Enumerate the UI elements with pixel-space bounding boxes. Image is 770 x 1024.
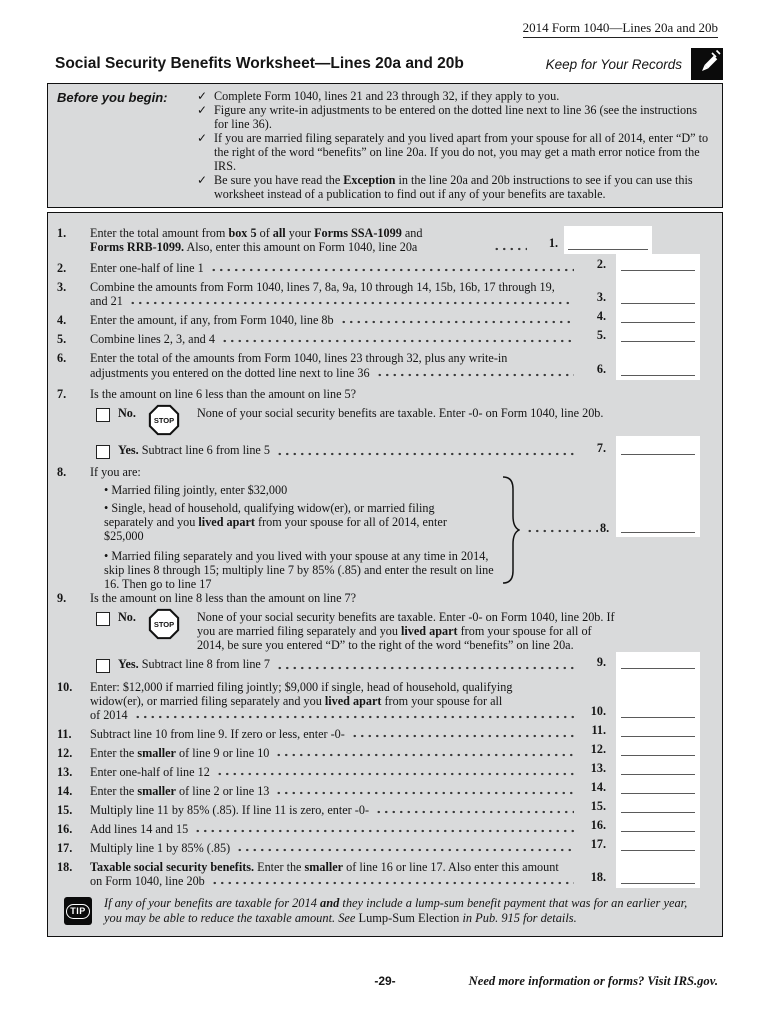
line6-entry-box[interactable]: [616, 346, 700, 379]
worksheet-row-2: 2. Enter one-half of line 1 2.: [48, 254, 722, 275]
line13-entry-box[interactable]: [616, 760, 700, 779]
page-number: -29-: [374, 974, 396, 988]
dot-leader: [134, 715, 574, 719]
line17-entry-box[interactable]: [616, 836, 700, 855]
line12-entry-box[interactable]: [616, 741, 700, 760]
tip-icon: TIP: [64, 897, 92, 925]
worksheet-row-5: 5. Combine lines 2, 3, and 4 5.: [48, 327, 722, 346]
dot-leader: [493, 247, 527, 251]
dot-leader: [216, 772, 574, 776]
line1-entry-box[interactable]: [564, 226, 652, 254]
line18-entry-box[interactable]: [616, 855, 700, 888]
line15-entry-box[interactable]: [616, 798, 700, 817]
worksheet-box: [47, 212, 723, 937]
worksheet-row-9-yes: Yes. Subtract line 8 from line 7 9.: [48, 652, 722, 673]
title-row: [55, 48, 723, 80]
dot-leader: [129, 301, 574, 305]
dot-leader: [210, 268, 574, 272]
checkmark-icon: ✓: [197, 173, 208, 188]
dot-leader: [236, 848, 574, 852]
worksheet-row-11: 11. Subtract line 10 from line 9. If zero or less, enter -0- 11.: [48, 722, 722, 741]
worksheet-row-16: 16. Add lines 14 and 15 16.: [48, 817, 722, 836]
worksheet-row-13: 13. Enter one-half of line 12 13.: [48, 760, 722, 779]
footer-info: Need more information or forms? Visit IRS.gov.: [468, 974, 718, 988]
dot-leader: [276, 452, 574, 456]
page-title: Social Security Benefits Worksheet—Lines 20a and 20b: [55, 55, 464, 72]
checkmark-icon: ✓: [197, 131, 208, 146]
worksheet-row-14: 14. Enter the smaller of line 2 or line 13 14.: [48, 779, 722, 798]
worksheet-row-12: 12. Enter the smaller of line 9 or line 10 12.: [48, 741, 722, 760]
line2-entry-box[interactable]: [616, 254, 700, 275]
svg-text:STOP: STOP: [153, 619, 175, 629]
dot-leader: [340, 320, 574, 324]
worksheet-row-7-question: 7. Is the amount on line 6 less than the amount on line 5?: [57, 386, 357, 401]
line14-entry-box[interactable]: [616, 779, 700, 798]
worksheet-row-8: 8. If you are: • Married filing jointly, enter $32,000 • Single, head of household, qualifying widow(er), or married filing separately and you lived apart from your spouse for all of 2014, enter $25,000 • Married filing separately and you lived with your spouse at any time in 2014, skip lines 8 through 15; multiply line 7 by 85% (.85) and enter the result on line 16. Then go to line 17 8.: [48, 459, 722, 591]
line10-entry-box[interactable]: [616, 673, 700, 722]
worksheet-row-9-no: No. STOP None of your social security benefits are taxable. Enter -0- on Form 1040, line 20b. If you are married filing separately and you lived apart from your spouse for all of 2014, be sure you entered “D” to the right of the word “benefits” on line 20a.: [48, 605, 722, 652]
worksheet-row-6: 6. Enter the total of the amounts from Form 1040, lines 23 through 32, plus any write-in adjustments you entered on the dotted line next to line 36 6.: [48, 346, 722, 379]
brace-icon: [500, 475, 520, 585]
dot-leader: [526, 529, 598, 533]
worksheet-row-7-yes: Yes. Subtract line 6 from line 5 7.: [48, 436, 722, 459]
stop-icon: [147, 404, 181, 436]
dot-leader: [376, 373, 574, 377]
dot-leader: [275, 753, 574, 757]
tip-text: If any of your benefits are taxable for 2014 and they include a lump-sum benefit payment that was for an earlier year, you may be able to reduce the taxable amount. See Lump-Sum Election in Pub. 915 for details.: [104, 896, 688, 925]
worksheet-row-3: 3. Combine the amounts from Form 1040, lines 7, 8a, 9a, 10 through 14, 15b, 16b, 17 through 19, and 21 3.: [48, 275, 722, 308]
line7-entry-box[interactable]: [616, 436, 700, 459]
line4-entry-box[interactable]: [616, 308, 700, 327]
content-area: [47, 83, 723, 937]
doc-reference: 2014 Form 1040—Lines 20a and 20b: [523, 20, 718, 38]
worksheet-row-7-no: No. STOP None of your social security benefits are taxable. Enter -0- on Form 1040, line 20b.: [48, 401, 722, 436]
dot-leader: [221, 339, 574, 343]
worksheet-row-17: 17. Multiply line 1 by 85% (.85) 17.: [48, 836, 722, 855]
line8-entry-box[interactable]: [616, 459, 700, 537]
keep-for-records-label: Keep for Your Records: [545, 56, 682, 72]
before-you-begin-label: Before you begin:: [57, 90, 168, 105]
line3-entry-box[interactable]: [616, 275, 700, 308]
dot-leader: [275, 791, 574, 795]
line9-entry-box[interactable]: [616, 652, 700, 673]
before-you-begin-items: [197, 89, 714, 201]
tip-row: [48, 888, 722, 936]
dot-leader: [276, 666, 574, 670]
worksheet-row-9-question: 9. Is the amount on line 8 less than the amount on line 7?: [57, 590, 357, 605]
dot-leader: [351, 734, 574, 738]
no-checkbox[interactable]: [96, 408, 110, 422]
line11-entry-box[interactable]: [616, 722, 700, 741]
worksheet-row-4: 4. Enter the amount, if any, from Form 1040, line 8b 4.: [48, 308, 722, 327]
stop-icon: [147, 608, 181, 640]
dot-leader: [194, 829, 574, 833]
no-checkbox[interactable]: [96, 612, 110, 626]
pencil-icon: [691, 48, 723, 80]
checklist-item: ✓ Complete Form 1040, lines 21 and 23 through 32, if they apply to you.: [197, 89, 560, 103]
worksheet-row-18: 18. Taxable social security benefits. Enter the smaller of line 16 or line 17. Also enter this amount on Form 1040, line 20b 18.: [48, 855, 722, 888]
yes-checkbox[interactable]: [96, 659, 110, 673]
dot-leader: [211, 881, 574, 885]
checkmark-icon: ✓: [197, 89, 208, 103]
worksheet-row-15: 15. Multiply line 11 by 85% (.85). If line 11 is zero, enter -0- 15.: [48, 798, 722, 817]
worksheet-row-10: 10. Enter: $12,000 if married filing jointly; $9,000 if single, head of household, qualifying widow(er), or married filing separately and you lived apart from your spouse for all of 2014 10.: [48, 673, 722, 722]
line16-entry-box[interactable]: [616, 817, 700, 836]
checkmark-icon: ✓: [197, 103, 208, 118]
before-you-begin-box: [47, 83, 723, 208]
line5-entry-box[interactable]: [616, 327, 700, 346]
yes-checkbox[interactable]: [96, 445, 110, 459]
svg-text:STOP: STOP: [153, 415, 175, 425]
checklist-item: ✓ Be sure you have read the Exception in the line 20a and 20b instructions to see if you can use this worksheet instead of a publication to find out if any of your benefits are taxable.: [197, 173, 693, 202]
checklist-item: ✓ Figure any write-in adjustments to be entered on the dotted line next to line 36 (see the instructions for line 36).: [197, 103, 697, 132]
dot-leader: [375, 810, 574, 814]
checklist-item: ✓ If you are married filing separately and you lived apart from your spouse for all of 2014, enter “D” to the right of the word “benefits” on line 20a. If you do not, you may get a math error notice from the IRS.: [197, 131, 709, 174]
worksheet-row-1: 1. Enter the total amount from box 5 of all your Forms SSA-1099 and Forms RRB-1099. Also, enter this amount on Form 1040, line 20a 1.: [48, 226, 722, 254]
